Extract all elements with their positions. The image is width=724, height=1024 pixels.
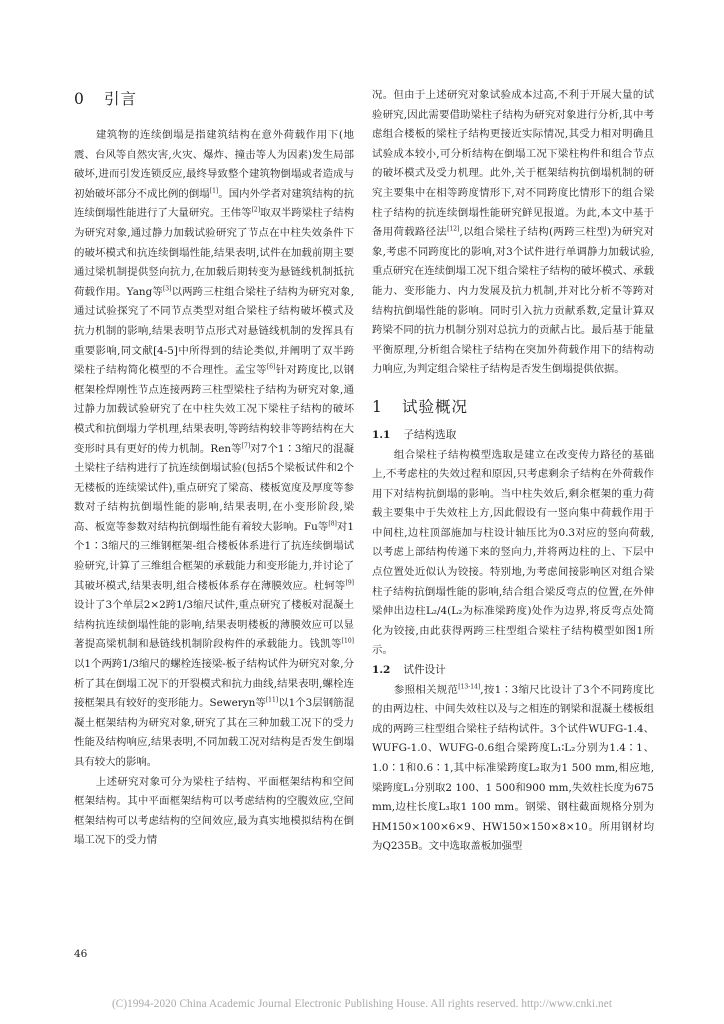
text-run: 对1个1∶3缩尺的三维钢框架-组合楼板体系进行了抗连续倒塌试验研究,计算了三维组合框架的承载能力和变形能力,并讨论了其破坏模式,结果表明,组合楼板体系存在薄膜效应。杜轲等 — [74, 520, 354, 592]
citation-ref: [12] — [447, 225, 460, 233]
text-run: ,按1∶3缩尺比设计了3个不同跨度比的由两边柱、中间失效柱以及与之相连的钢梁和混凝土楼板组成的两跨三柱型组合梁柱子结构试件。3个试件WUFG-1.4、WUFG-1.0、WUFG-0.6组合梁跨度L₁∶L₂分别为1.4∶1、1.0∶1和0.6∶1,其中标准梁跨度L₂取为1 500 mm,相应地,梁跨度L₁分别取2 100、1 500和900 mm,失效柱长度为675 mm,边柱长度L₃取1 100 mm。钢梁、钢柱截面规格分别为HM150×100×6×9、HW150×150×8×10。所用钢材均为Q235B。文中选取盖板加强型 — [372, 683, 655, 853]
subsection-number: 1.1 — [372, 428, 391, 441]
citation-ref: [10] — [341, 637, 354, 645]
subsection-heading-1-2 — [372, 661, 654, 681]
text-run: 设计了3个单层2×2跨1/3缩尺试件,重点研究了楼板对混凝土结构抗连续倒塌性能的影响,结果表明楼板的薄膜效应可以显著提高梁机制和悬链线机制阶段构件的承载能力。钱凯等 — [74, 599, 354, 651]
text-run: 对7个1∶3缩尺的混凝土梁柱子结构进行了抗连续倒塌试验(包括5个梁板试件和2个无楼板的连续梁试件),重点研究了梁高、楼板宽度及厚度等参数对子结构抗倒塌性能的影响,结果表明,在小变形阶段,梁高、板宽等参数对结构抗倒塌性能有着较大影响。Fu等 — [74, 442, 354, 533]
section-number: 0 — [74, 90, 85, 108]
overview-heading — [372, 394, 654, 420]
citation-ref: [3] — [162, 285, 172, 293]
citation-ref: [2] — [251, 206, 261, 214]
text-run: 以1个两跨1/3缩尺的螺栓连接梁-板子结构试件为研究对象,分析了其在倒塌工况下的开裂模式和抗力曲线,结果表明,螺栓连接框架具有较好的变形能力。Seweryn等 — [74, 658, 354, 710]
intro-paragraph-1 — [74, 126, 354, 773]
text-run: 建筑物的连续倒塌是指建筑结构在意外荷载作用下(地震、台风等自然灾害,火灾、爆炸、撞击等人为因素)发生局部破坏,进而引发连锁反应,最终导致整个建筑物倒塌或者造成与初始破坏部分不成比例的倒塌 — [74, 129, 354, 200]
section-number: 1 — [372, 397, 383, 416]
intro-heading — [74, 86, 354, 112]
text-run: ,以组合梁柱子结构(两跨三柱型)为研究对象,考虑不同跨度比的影响,对3个试件进行单调静力加载试验,重点研究在连续倒塌工况下组合梁柱子结构的破坏模式、承载能力、变形能力、内力发展及抗力机制,并对比分析不等跨对结构抗倒塌性能的影响。同时引入抗力贡献系数,定量计算双跨梁不同的抗力机制分别对总抗力的贡献占比。最后基于能量平衡原理,分析组合梁柱子结构在突加外荷载作用下的结构动力响应,为判定组合梁柱子结构是否发生倒塌提供依据。 — [372, 226, 654, 376]
intro-paragraph-2-continued — [372, 86, 654, 380]
text-run: 针对跨度比,以钢框架栓焊刚性节点连接两跨三柱型梁柱子结构为研究对象,通过静力加载试验研究了在中柱失效工况下梁柱子结构的破坏模式和抗倒塌力学机理,结果表明,等跨结构较非等跨结构在大变形时具有更好的传力机制。Ren等 — [74, 364, 355, 455]
spacer — [372, 380, 654, 394]
text-run: 取双半跨梁柱子结构为研究对象,通过静力加载试验研究了节点在中柱失效条件下的破坏模式和抗连续倒塌性能,结果表明,试件在加载前期主要通过梁机制提供竖向抗力,在加载后期转变为悬链线机制抵抗荷载作用。Yang等 — [74, 207, 355, 298]
subsection-title: 试件设计 — [403, 664, 446, 677]
subsection-title: 子结构选取 — [403, 428, 457, 441]
intro-paragraph-2 — [74, 773, 354, 851]
subsection-1-1-paragraph — [372, 446, 654, 662]
subsection-heading-1-1 — [372, 426, 654, 446]
citation-ref: [9] — [345, 579, 354, 587]
copyright-footer: (C)1994-2020 China Academic Journal Electronic Publishing House. All rights reserved. http://www.cnki.net — [111, 998, 613, 1010]
subsection-1-2-paragraph — [372, 681, 654, 857]
section-title: 引言 — [103, 90, 137, 108]
right-column — [372, 86, 654, 857]
text-run: 。国内外学者对建筑结构的抗连续倒塌性能进行了大量研究。王伟等 — [74, 187, 354, 220]
left-column — [74, 86, 354, 851]
page-number: 46 — [74, 948, 88, 960]
text-run: 况。但由于上述研究对象试验成本过高,不利于开展大量的试验研究,因此需要借助梁柱子结构为研究对象进行分析,其中考虑组合楼板的梁柱子结构更接近实际情况,其受力相对明确且试验成本较小,可分析结构在倒塌工况下梁柱构件和组合节点的破坏模式及受力机理。此外,关于框架结构抗倒塌机制的研究主要集中在相等跨度情形下,对不同跨度比情形下的组合梁柱子结构的抗连续倒塌性能研究鲜见报道。为此,本文中基于备用荷载路径法 — [372, 89, 654, 239]
citation-ref: [11] — [265, 696, 279, 704]
citation-ref: [7] — [241, 442, 251, 450]
text-run: 以两跨三柱组合梁柱子结构为研究对象,通过试验探究了不同节点类型对组合梁柱子结构破坏模式及抗力机制的影响,结果表明节点形式对悬链线机制的发挥具有重要影响,同文献[4-5]中所得到的结论类似,并阐明了双半跨梁柱子结构简化模型的不合理性。孟宝等 — [74, 285, 354, 377]
spacer — [74, 112, 354, 126]
citation-ref: [13-14] — [458, 683, 481, 691]
text-run: 组合梁柱子结构模型选取是建立在改变传力路径的基础上,不考虑柱的失效过程和原因,只考虑剩余子结构在外荷载作用下对结构抗倒塌的影响。当中柱失效后,剩余框架的重力荷载主要集中于失效柱上方,因此假设有一竖向集中荷载作用于中间柱,边柱顶部施加与柱设计轴压比为0.3对应的竖向荷载,以考虑上部结构传递下来的竖向力,并将两边柱的上、下层中点位置处近似认为铰接。特别地,为考虑间接影响区对组合梁柱子结构抗倒塌性能的影响,结合组合梁反弯点的位置,在外伸梁伸出边柱L₂/4(L₂为标准梁跨度)处作为边界,将反弯点处简化为铰接,由此获得两跨三柱型组合梁柱子结构模型如图1所示。 — [372, 448, 654, 657]
section-title: 试验概况 — [401, 397, 468, 416]
text-run: 参照相关规范 — [393, 683, 459, 696]
citation-ref: [6] — [266, 363, 276, 371]
subsection-number: 1.2 — [372, 664, 391, 677]
citation-ref: [1] — [209, 187, 219, 195]
citation-ref: [8] — [328, 520, 337, 528]
text-run: 上述研究对象可分为梁柱子结构、平面框架结构和空间框架结构。其中平面框架结构可以考虑结构的空腹效应,空间框架结构可以考虑结构的空间效应,最为真实地模拟结构在倒塌工况下的受力情 — [74, 775, 354, 847]
text-run: 以1个3层钢筋混凝土框架结构为研究对象,研究了其在三种加载工况下的受力性能及结构响应,结果表明,不同加载工况对结构是否发生倒塌具有较大的影响。 — [74, 697, 354, 768]
